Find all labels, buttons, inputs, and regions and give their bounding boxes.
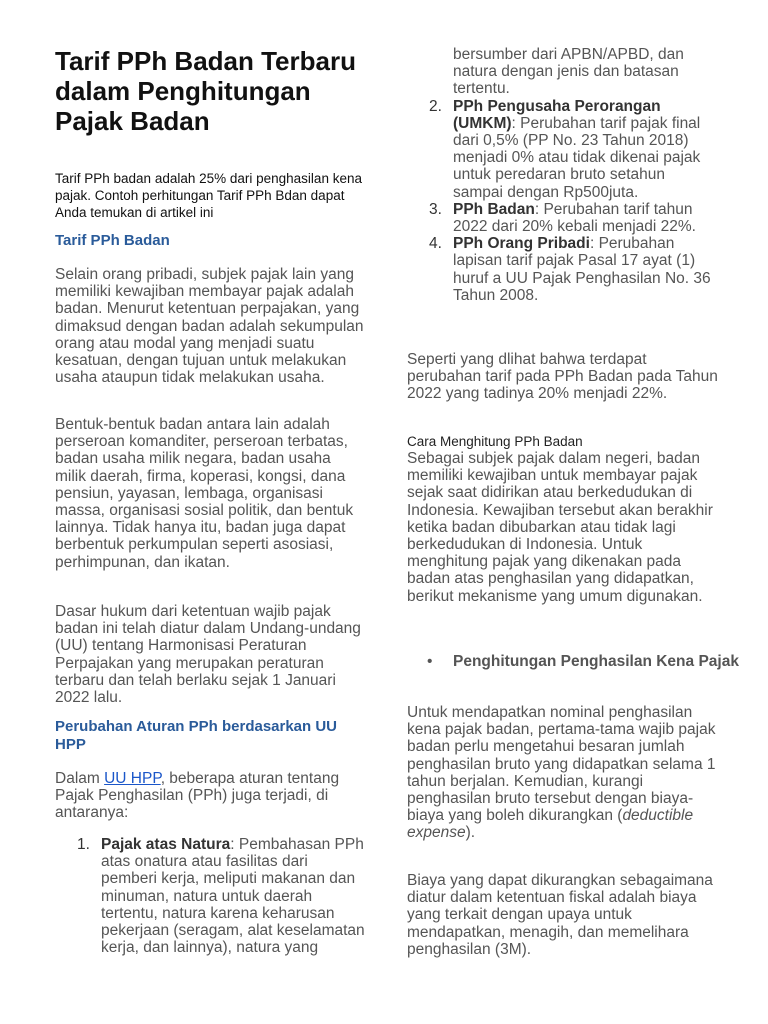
list-item-text: : Perubahan tarif pajak final dari 0,5% (PP No. 23 Tahun 2018) menjadi 0% atau tidak dikenai pajak untuk peredaran bruto setahun sampai dengan Rp500juta. (453, 114, 701, 201)
list-item (407, 235, 719, 304)
article-intro: Tarif PPh badan adalah 25% dari penghasilan kena pajak. Contoh perhitungan Tarif PPh Bdan dapat Anda temukan di artikel ini (55, 171, 362, 220)
list-item-term: PPh Pengusaha Perorangan (UMKM) (453, 97, 661, 132)
paragraph-4-text-after: , beberapa aturan tentang Pajak Penghasilan (PPh) juga terjadi, di antaranya: (55, 770, 340, 822)
article-title: Tarif PPh Badan Terbaru dalam Penghitungan Pajak Badan (55, 46, 356, 136)
paragraph-7-text-after: ). (465, 824, 476, 842)
paragraph-8: Biaya yang dapat dikurangkan sebagaimana diatur dalam ketentuan fiskal adalah biaya yang terkait dengan upaya untuk mendapatkan, menagih, dan memelihara penghasilan (3M). (407, 872, 713, 958)
list-item-number: 4. (429, 235, 442, 253)
paragraph-7-italic: deductible expense (407, 807, 694, 842)
list-item-text-continued: bersumber dari APBN/APBD, dan natura dengan jenis dan batasan tertentu. (453, 46, 684, 98)
bullet-dot-icon: • (427, 653, 433, 670)
list-item-text: : Perubahan tarif tahun 2022 dari 20% kebali menjadi 22%. (453, 200, 696, 236)
list-item (55, 836, 365, 956)
bullet-item-text: Penghitungan Penghasilan Kena Pajak (453, 653, 739, 670)
section-heading-tarif: Tarif PPh Badan (55, 232, 170, 249)
list-item-number: 2. (429, 97, 442, 115)
list-item (407, 98, 719, 201)
paragraph-6: Sebagai subjek pajak dalam negeri, badan memiliki kewajiban untuk membayar pajak sejak saat didirikan atau berkedudukan di Indonesia. Kewajiban tersebut akan berakhir ketika badan dibubarkan atau tidak lagi berkedudukan di Indonesia. Untuk menghitung pajak yang dikenakan pada badan atas penghasilan yang didapatkan, berikut mekanisme yang umum digunakan. (407, 450, 713, 605)
paragraph-7-text-before: Untuk mendapatkan nominal penghasilan kena pajak badan, pertama-tama wajib pajak badan perlu mengetahui besaran jumlah penghasilan bruto yang didapatkan selama 1 tahun berjalan. Kemudian, kurangi penghasilan bruto tersebut dengan biaya-biaya yang boleh dikurangkan ( (407, 704, 716, 825)
list-item-term: PPh Orang Pribadi (453, 235, 590, 253)
list-item-text: : Perubahan lapisan tarif pajak Pasal 17 ayat (1) huruf a UU Pajak Penghasilan No. 36 Tahun 2008. (453, 235, 711, 304)
section-heading-cara: Cara Menghitung PPh Badan (407, 434, 583, 449)
paragraph-1: Selain orang pribadi, subjek pajak lain yang memiliki kewajiban membayar pajak adalah badan. Menurut ketentuan perpajakan, yang dimaksud dengan badan adalah sekumpulan orang atau modal yang menjadi suatu kesatuan, dengan tujuan untuk melakukan usaha ataupun tidak melakukan usaha. (55, 266, 364, 387)
list-item-term: PPh Badan (453, 200, 535, 218)
paragraph-4 (55, 770, 365, 822)
list-item (407, 201, 719, 235)
list-item-number: 1. (77, 836, 90, 853)
paragraph-3: Dasar hukum dari ketentuan wajib pajak badan ini telah diatur dalam Undang-undang (UU) tentang Harmonisasi Peraturan Perpajakan yang merupakan peraturan terbaru dan telah berlaku sejak 1 Januari 2022 lalu. (55, 603, 361, 707)
paragraph-5: Seperti yang dlihat bahwa terdapat perubahan tarif pada PPh Badan pada Tahun 2022 yang tadinya 20% menjadi 22%. (407, 351, 718, 403)
list-item-text: : Pembahasan PPh atas onatura atau fasilitas dari pemberi kerja, meliputi makanan dan minuman, natura untuk daerah tertentu, natura karena keharusan pekerjaan (seragam, alat keselamatan kerja, dan lainnya), natura yang (101, 836, 365, 957)
list-item-continuation (407, 46, 719, 98)
list-item-term: Pajak atas Natura (101, 836, 231, 853)
uu-hpp-link[interactable]: UU HPP (104, 770, 161, 787)
bullet-item (407, 653, 753, 670)
changes-list-left (55, 836, 365, 956)
paragraph-2: Bentuk-bentuk badan antara lain adalah perseroan komanditer, perseroan terbatas, badan usaha milik negara, badan usaha milik daerah, firma, koperasi, kongsi, dana pensiun, yayasan, lembaga, organisasi massa, organisasi sosial politik, dan bentuk lainnya. Tidak hanya itu, badan juga dapat berbentuk perkumpulan seperti asosiasi, perhimpunan, dan ikatan. (55, 416, 354, 571)
paragraph-7 (407, 704, 719, 842)
paragraph-4-text-before: Dalam (55, 770, 105, 787)
right-column (407, 0, 739, 958)
section-heading-perubahan: Perubahan Aturan PPh berdasarkan UU HPP (55, 718, 338, 753)
changes-list-right (407, 46, 719, 304)
list-item-number: 3. (429, 200, 442, 218)
